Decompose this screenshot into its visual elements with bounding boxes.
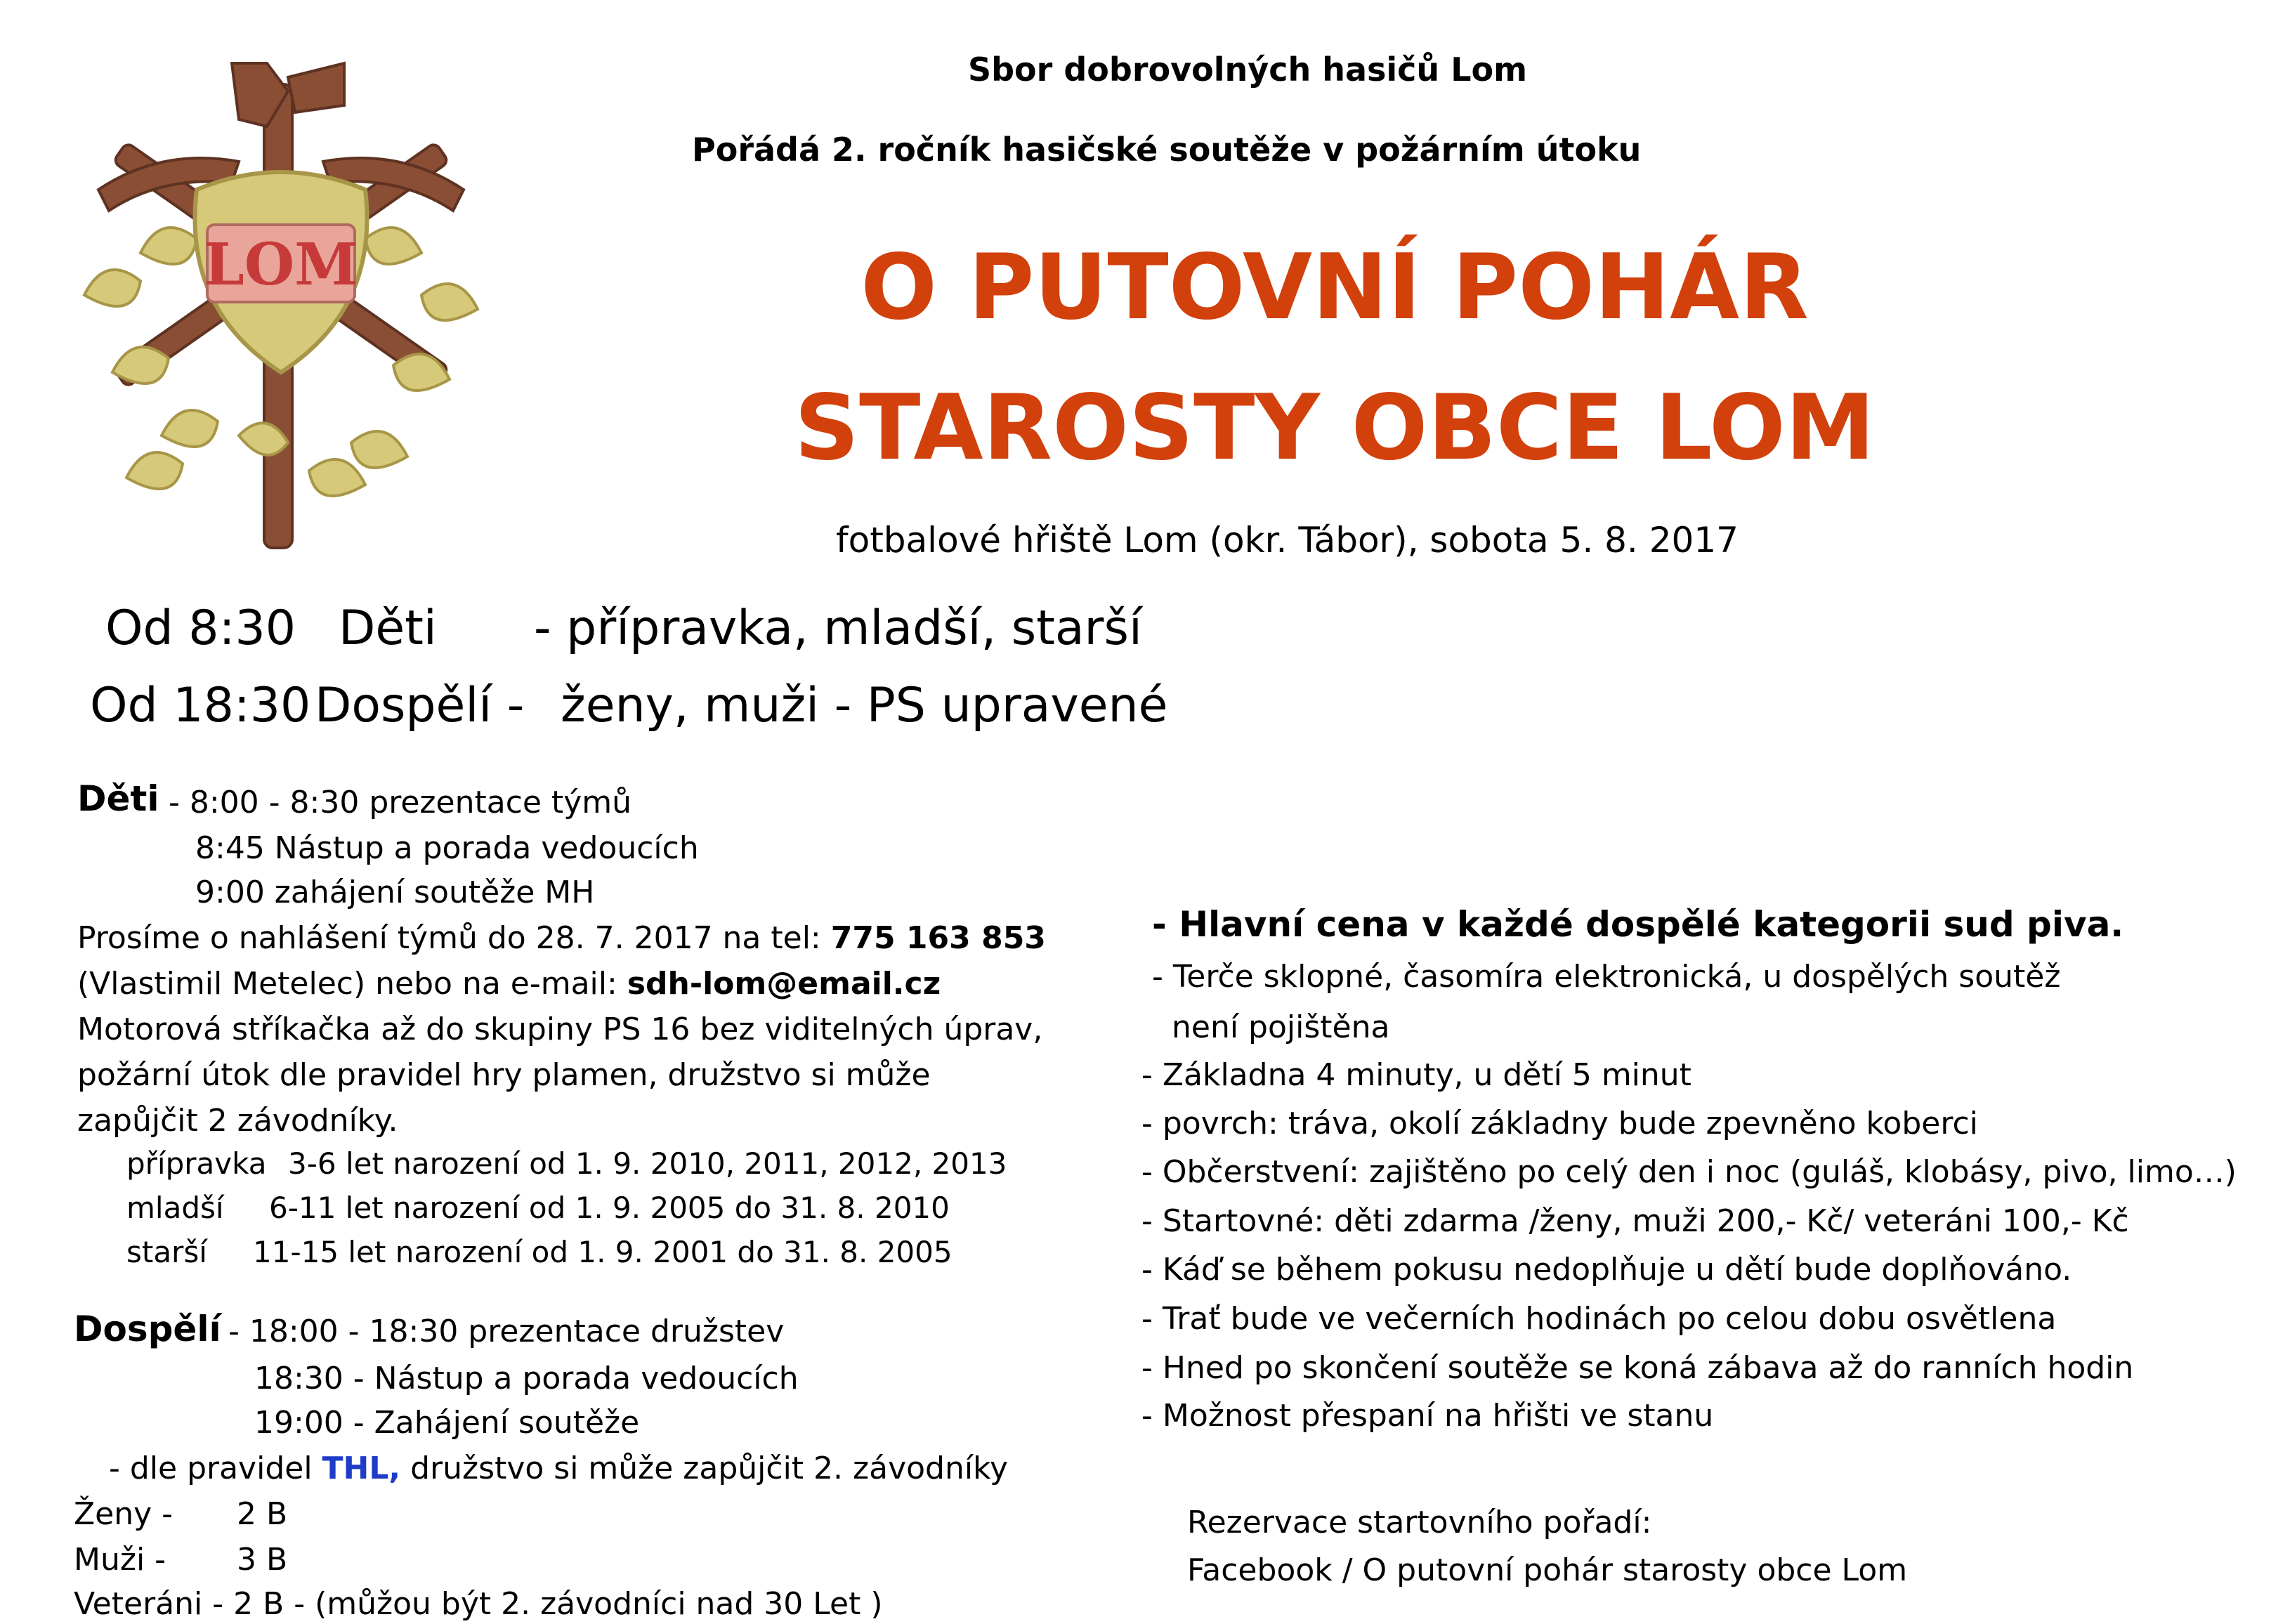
- schedule-row2-desc: ženy, muži - PS upravené: [561, 678, 1168, 733]
- registration-text: Prosíme o nahlášení týmů do 28. 7. 2017 na tel:: [77, 920, 821, 956]
- schedule-row2-category: Dospělí -: [315, 678, 525, 733]
- info-item: - Trať bude ve večerních hodinách po celou dobu osvětlena: [1141, 1301, 2057, 1337]
- title-line-1: O PUTOVNÍ POHÁR: [860, 235, 1809, 340]
- info-item: - Hned po skončení soutěže se koná zábava až do ranních hodin: [1141, 1350, 2134, 1386]
- women-value: 2 B: [237, 1496, 288, 1532]
- schedule-row2-time: Od 18:30: [90, 678, 311, 733]
- prize-line: [1152, 904, 2123, 945]
- reservation-label: Rezervace startovního pořadí:: [1187, 1505, 1652, 1540]
- veterans-line: Veteráni - 2 B - (můžou být 2. závodníci nad 30 Let ): [74, 1586, 883, 1622]
- email-link[interactable]: sdh-lom@email.cz: [627, 966, 941, 1002]
- adults-rule-prefix: - dle pravidel: [109, 1451, 313, 1486]
- schedule-row1-desc: - přípravka, mladší, starší: [534, 601, 1142, 656]
- adults-line-1: - 18:00 - 18:30 prezentace družstev: [228, 1314, 785, 1349]
- prize-dash: -: [1152, 904, 1167, 945]
- men-label: Muži -: [74, 1542, 166, 1578]
- info-item: - Základna 4 minuty, u dětí 5 minut: [1141, 1057, 1691, 1093]
- info-item: - Startovné: děti zdarma /ženy, muži 200,- Kč/ veteráni 100,- Kč: [1141, 1203, 2129, 1239]
- kids-line-1: - 8:00 - 8:30 prezentace týmů: [169, 785, 631, 820]
- event-subtitle: Pořádá 2. ročník hasičské soutěže v požárním útoku: [692, 131, 1642, 169]
- cat1-name: přípravka: [126, 1146, 267, 1181]
- kids-rule-3: zapůjčit 2 závodníky.: [77, 1103, 398, 1139]
- info-item: - Káď se během pokusu nedoplňuje u dětí bude doplňováno.: [1141, 1252, 2072, 1288]
- info-item: - Terče sklopné, časomíra elektronická, u dospělých soutěž: [1152, 959, 2061, 995]
- phone-number[interactable]: 775 163 853: [830, 920, 1046, 956]
- info-item: není pojištěna: [1172, 1009, 1390, 1045]
- kids-heading: Děti: [77, 778, 159, 819]
- kids-registration: [77, 920, 1046, 956]
- contact-text: (Vlastimil Metelec) nebo na e-mail:: [77, 966, 617, 1002]
- prize-text: Hlavní cena v každé dospělé kategorii sud piva.: [1179, 904, 2124, 945]
- adults-heading: Dospělí: [74, 1309, 221, 1349]
- cat1-text: 3-6 let narození od 1. 9. 2010, 2011, 2012, 2013: [288, 1146, 1007, 1181]
- adults-rule: [109, 1451, 1008, 1486]
- cat3-name: starší: [126, 1235, 207, 1269]
- kids-contact: [77, 966, 941, 1002]
- cat2-text: 6-11 let narození od 1. 9. 2005 do 31. 8. 2010: [269, 1191, 950, 1225]
- logo-text: LOM: [204, 231, 358, 299]
- venue-date: fotbalové hřiště Lom (okr. Tábor), sobota 5. 8. 2017: [836, 520, 1739, 561]
- title-line-2: STAROSTY OBCE LOM: [794, 376, 1876, 480]
- info-item: - Možnost přespaní na hřišti ve stanu: [1141, 1398, 1714, 1434]
- schedule-row1-category: Děti: [339, 601, 437, 656]
- adults-line-3: 19:00 - Zahájení soutěže: [254, 1405, 640, 1441]
- kids-line-2: 8:45 Nástup a porada vedoucích: [195, 830, 699, 866]
- adults-rule-suffix: družstvo si může zapůjčit 2. závodníky: [410, 1451, 1009, 1486]
- men-value: 3 B: [237, 1542, 288, 1578]
- thl-label: THL,: [322, 1451, 401, 1486]
- kids-line-3: 9:00 zahájení soutěže MH: [195, 875, 595, 910]
- cat2-name: mladší: [126, 1191, 224, 1225]
- organizer-name: Sbor dobrovolných hasičů Lom: [968, 51, 1528, 89]
- kids-rule-1: Motorová stříkačka až do skupiny PS 16 bez viditelných úprav,: [77, 1011, 1043, 1047]
- schedule-row1-time: Od 8:30: [105, 601, 296, 656]
- women-label: Ženy -: [74, 1496, 174, 1532]
- adults-line-2: 18:30 - Nástup a porada vedoucích: [254, 1361, 799, 1396]
- info-item: - Občerstvení: zajištěno po celý den i noc (guláš, klobásy, pivo, limo…): [1141, 1154, 2237, 1190]
- reservation-link[interactable]: Facebook / O putovní pohár starosty obce Lom: [1187, 1552, 1908, 1588]
- cat3-text: 11-15 let narození od 1. 9. 2001 do 31. 8. 2005: [253, 1235, 953, 1269]
- kids-rule-2: požární útok dle pravidel hry plamen, družstvo si může: [77, 1057, 931, 1093]
- info-item: - povrch: tráva, okolí základny bude zpevněno koberci: [1141, 1106, 1978, 1141]
